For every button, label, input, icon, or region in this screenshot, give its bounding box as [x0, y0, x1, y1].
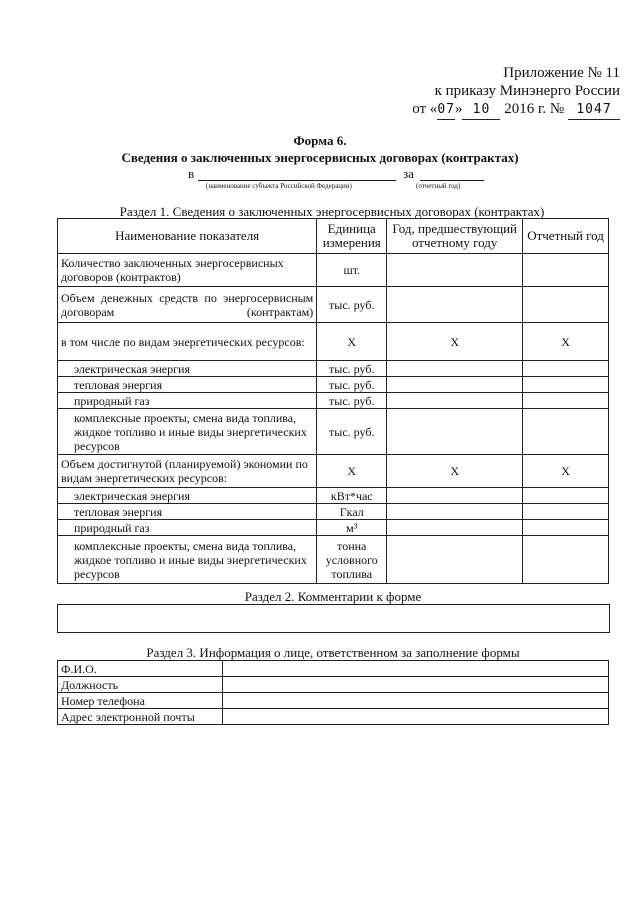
row-unit: X — [317, 323, 387, 361]
row-report-value[interactable] — [523, 287, 609, 323]
date-year: 2016 г. № — [504, 101, 565, 117]
table-row — [58, 455, 609, 488]
table-row — [58, 377, 609, 393]
row-report-value[interactable] — [523, 520, 609, 536]
table-row — [58, 504, 609, 520]
year-caption: (отчетный год) — [416, 182, 461, 190]
table-row — [58, 520, 609, 536]
row-name: Объем достигнутой (планируемой) экономии по видам энергетических ресурсов: — [58, 455, 317, 488]
table-row — [58, 287, 609, 323]
date-month: 10 — [462, 101, 500, 120]
row-name: Количество заключенных энергосервисных договоров (контрактов) — [58, 254, 317, 287]
row-unit: тыс. руб. — [317, 287, 387, 323]
table-row — [58, 693, 609, 709]
year-field[interactable] — [420, 180, 484, 181]
row-report-value[interactable] — [523, 488, 609, 504]
row-name: электрическая энергия — [58, 361, 317, 377]
table-row — [58, 409, 609, 455]
row-report-value: X — [523, 455, 609, 488]
row-unit: тыс. руб. — [317, 409, 387, 455]
row-report-value[interactable] — [523, 254, 609, 287]
row-report-value[interactable] — [523, 361, 609, 377]
contact-value[interactable] — [222, 709, 608, 725]
row-prev-value[interactable] — [387, 520, 523, 536]
row-name: электрическая энергия — [58, 488, 317, 504]
row-prev-value: X — [387, 323, 523, 361]
header-prev-year: Год, предшествующий отчетному году — [387, 219, 523, 254]
row-unit: м³ — [317, 520, 387, 536]
row-prev-value[interactable] — [387, 287, 523, 323]
row-unit: шт. — [317, 254, 387, 287]
date-prefix: от « — [412, 101, 438, 117]
row-name: природный газ — [58, 393, 317, 409]
section3-title: Раздел 3. Информация о лице, ответственном за заполнение формы — [146, 645, 520, 660]
subject-caption: (наименование субъекта Российской Федерации) — [206, 182, 352, 190]
table-row — [58, 361, 609, 377]
header-report-year: Отчетный год — [523, 219, 609, 254]
row-prev-value[interactable] — [387, 504, 523, 520]
table-row — [58, 677, 609, 693]
header-unit: Единица измерения — [317, 219, 387, 254]
table-row — [58, 254, 609, 287]
row-prev-value[interactable] — [387, 361, 523, 377]
contact-value[interactable] — [222, 661, 608, 677]
row-unit: кВт*час — [317, 488, 387, 504]
row-unit: тонна условного топлива — [317, 536, 387, 584]
table-row — [58, 661, 609, 677]
row-unit: X — [317, 455, 387, 488]
row-unit: тыс. руб. — [317, 361, 387, 377]
table-row — [58, 393, 609, 409]
subject-field[interactable] — [198, 180, 396, 181]
row-unit: тыс. руб. — [317, 377, 387, 393]
header-indicator: Наименование показателя — [58, 219, 317, 254]
section2-title: Раздел 2. Комментарии к форме — [244, 589, 422, 604]
row-name: комплексные проекты, смена вида топлива, жидкое топливо и иные виды энергетических ресурсов — [58, 536, 317, 584]
row-unit: Гкал — [317, 504, 387, 520]
row-name: природный газ — [58, 520, 317, 536]
row-prev-value: X — [387, 455, 523, 488]
row-prev-value[interactable] — [387, 536, 523, 584]
appendix-label: Приложение № 11 — [503, 65, 620, 81]
row-name: тепловая энергия — [58, 504, 317, 520]
row-prev-value[interactable] — [387, 409, 523, 455]
contact-label: Адрес электронной почты — [58, 709, 223, 725]
order-date-line — [380, 100, 620, 120]
date-quote: » — [454, 101, 463, 117]
row-report-value[interactable] — [523, 409, 609, 455]
table-row — [58, 323, 609, 361]
section1-title: Раздел 1. Сведения о заключенных энергосервисных договорах (контрактах) — [119, 204, 545, 219]
row-report-value[interactable] — [523, 504, 609, 520]
order-reference: к приказу Минэнерго России — [434, 83, 620, 99]
row-prev-value[interactable] — [387, 254, 523, 287]
year-label: за — [403, 166, 414, 181]
section3-table — [57, 660, 609, 725]
row-report-value[interactable] — [523, 393, 609, 409]
contact-label: Номер телефона — [58, 693, 223, 709]
table-row — [58, 536, 609, 584]
comments-box[interactable] — [57, 604, 610, 633]
contact-value[interactable] — [222, 693, 608, 709]
form-title: Форма 6. — [293, 133, 347, 148]
order-number: 1047 — [568, 101, 620, 120]
form-subtitle: Сведения о заключенных энергосервисных договорах (контрактах) — [121, 150, 519, 165]
section1-table — [57, 218, 609, 584]
row-prev-value[interactable] — [387, 393, 523, 409]
row-report-value[interactable] — [523, 377, 609, 393]
contact-label: Должность — [58, 677, 223, 693]
contact-label: Ф.И.О. — [58, 661, 223, 677]
table-row — [58, 488, 609, 504]
row-report-value: X — [523, 323, 609, 361]
header-row — [58, 219, 609, 254]
row-report-value[interactable] — [523, 536, 609, 584]
row-prev-value[interactable] — [387, 488, 523, 504]
row-name: комплексные проекты, смена вида топлива, жидкое топливо и иные виды энергетических ресурсов — [58, 409, 317, 455]
row-name: Объем денежных средств по энергосервисным договорам (контрактам) — [58, 287, 317, 323]
row-name: тепловая энергия — [58, 377, 317, 393]
row-prev-value[interactable] — [387, 377, 523, 393]
date-day: 07 — [437, 101, 455, 120]
table-row — [58, 709, 609, 725]
subject-label: в — [188, 166, 195, 181]
row-unit: тыс. руб. — [317, 393, 387, 409]
row-name: в том числе по видам энергетических ресурсов: — [58, 323, 317, 361]
contact-value[interactable] — [222, 677, 608, 693]
